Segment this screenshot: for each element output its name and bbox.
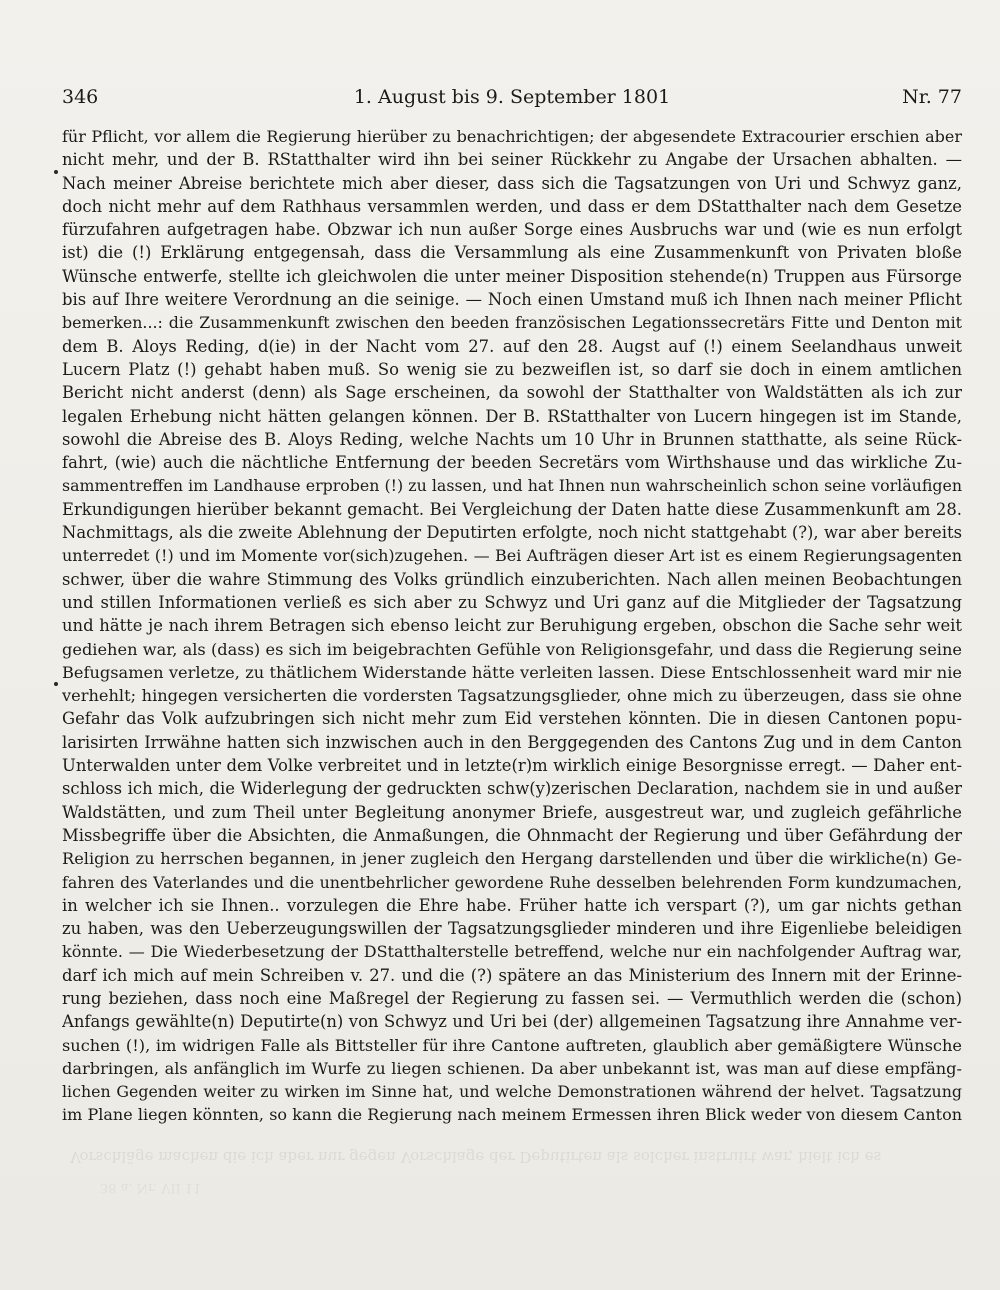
- text-line: fahrt, (wie) auch die nächtliche Entfernung der beeden Secretärs vom Wirthshause und das wirkliche Zu-: [62, 453, 962, 473]
- text-line: rung beziehen, dass noch eine Maßregel der Regierung zu fassen sei. — Vermuthlich werden die (schon): [62, 988, 962, 1008]
- text-line: Gefahr das Volk aufzubringen sich nicht mehr zum Eid verstehen könnten. Die in diesen Cantonen popu-: [62, 709, 962, 729]
- text-line: darbringen, als anfänglich im Wurfe zu liegen schienen. Da aber unbekannt ist, was man auf diese empfäng-: [62, 1058, 962, 1078]
- text-line: Erkundigungen hierüber bekannt gemacht. Bei Vergleichung der Daten hatte diese Zusammenkunft am 28.: [62, 499, 962, 519]
- margin-mark: [54, 170, 58, 174]
- text-line: ist) die (!) Erklärung entgegensah, dass die Versammlung als eine Zusammenkunft von Privaten bloße: [62, 243, 962, 263]
- text-line: Lucern Platz (!) gehabt haben muß. So wenig sie zu bezweiflen ist, so darf sie doch in einem amtlichen: [62, 359, 962, 379]
- text-line: zu haben, was den Ueberzeugungswillen der Tagsatzungsglieder minderen und ihre Eigenliebe beleidigen: [62, 919, 962, 939]
- text-line: Unterwalden unter dem Volke verbreitet und in letzte(r)m wirklich einige Besorgnisse erregt. — Daher ent-: [62, 756, 962, 776]
- page-number: 346: [62, 86, 99, 108]
- page-header: [62, 86, 962, 116]
- text-line: Waldstätten, und zum Theil unter Begleitung anonymer Briefe, ausgestreut war, und zugleich gefährliche: [62, 802, 962, 822]
- text-line: fürzufahren aufgetragen habe. Obzwar ich nun außer Sorge eines Ausbruchs war und (wie es nun erfolgt: [62, 220, 962, 240]
- text-line: im Plane liegen könnten, so kann die Regierung nach meinem Ermessen ihren Blick weder von diesem Canton: [62, 1105, 962, 1125]
- text-line: Anfangs gewählte(n) Deputirte(n) von Schwyz und Uri bei (der) allgemeinen Tagsatzung ihre Annahme ver-: [62, 1012, 962, 1032]
- text-line: Nach meiner Abreise berichtete mich aber dieser, dass sich die Tagsatzungen von Uri und Schwyz ganz,: [62, 173, 962, 193]
- text-line: lichen Gegenden weiter zu wirken im Sinne hat, und welche Demonstrationen während der helvet. Tagsatzung: [62, 1082, 962, 1102]
- text-line: für Pflicht, vor allem die Regierung hierüber zu benachrichtigen; der abgesendete Extracourier erschien aber: [62, 127, 962, 146]
- text-line: legalen Erhebung nicht hätten gelangen können. Der B. RStatthalter von Lucern hingegen ist im Stande,: [62, 406, 962, 426]
- text-line: Missbegriffe über die Absichten, die Anmaßungen, die Ohnmacht der Regierung und über Gefährdung der: [62, 825, 962, 845]
- text-line: Nachmittags, als die zweite Ablehnung der Deputirten erfolgte, noch nicht stattgehabt (?), war aber bereits: [62, 523, 962, 543]
- text-line: könnte. — Die Wiederbesetzung der DStatthalterstelle betreffend, welche nur ein nachfolgender Auftrag war,: [62, 942, 962, 962]
- text-line: Befugsamen verletze, zu thätlichem Widerstande hätte verleiten lassen. Diese Entschlossenheit ward mir nie: [62, 662, 962, 682]
- text-line: Bericht nicht anderst (denn) als Sage erscheinen, da sowohl der Statthalter von Waldstätten als ich zur: [62, 383, 962, 403]
- text-line: verhehlt; hingegen versicherten die vordersten Tagsatzungsglieder, ohne mich zu überzeugen, dass sie ohne: [62, 686, 962, 706]
- text-line: schloss ich mich, die Widerlegung der gedruckten schw(y)zerischen Declaration, nachdem sie in und außer: [62, 779, 962, 799]
- text-line: Wünsche entwerfe, stellte ich gleichwolen die unter meiner Disposition stehende(n) Truppen aus Fürsorge: [62, 266, 962, 286]
- running-title: 1. August bis 9. September 1801: [353, 86, 671, 108]
- text-line: und stillen Informationen verließ es sich aber zu Schwyz und Uri ganz auf die Mitglieder der Tagsatzung: [62, 592, 962, 612]
- text-line: in welcher ich sie Ihnen.. vorzulegen die Ehre habe. Früher hatte ich verspart (?), um gar nichts gethan: [62, 895, 962, 915]
- text-line: Religion zu herrschen begannen, in jener zugleich den Hergang darstellenden und über die wirkliche(n) Ge-: [62, 849, 962, 869]
- text-line: darf ich mich auf mein Schreiben v. 27. und die (?) spätere an das Ministerium des Innern mit der Erinne-: [62, 965, 962, 985]
- text-line: doch nicht mehr auf dem Rathhaus versammlen werden, und dass er dem DStatthalter nach dem Gesetze: [62, 196, 962, 216]
- show-through-text: Vorschläge machen die ich aber nur gegen Vorschlage der Deputirten als solcher instruirt war, hielt ich es: [70, 1148, 882, 1166]
- text-line: gediehen war, als (dass) es sich im beigebrachten Gefühle von Religionsgefahr, und dass die Regierung seine: [62, 639, 962, 659]
- text-line: sowohl die Abreise des B. Aloys Reding, welche Nachts um 10 Uhr in Brunnen statthatte, als seine Rück-: [62, 429, 962, 449]
- text-line: suchen (!), im widrigen Falle als Bittsteller für ihre Cantone auftreten, glaublich aber gemäßigtere Wünsche: [62, 1035, 962, 1055]
- text-line: dem B. Aloys Reding, d(ie) in der Nacht vom 27. auf den 28. Augst auf (!) einem Seelandhaus unweit: [62, 336, 962, 356]
- margin-mark: [54, 682, 58, 686]
- show-through-text: 38 a. Nr. VII 11: [100, 1180, 202, 1195]
- document-number: Nr. 77: [902, 86, 962, 108]
- text-line: larisirten Irrwähne hatten sich inzwischen auch in den Berggegenden des Cantons Zug und in dem Canton: [62, 732, 962, 752]
- text-line: bis auf Ihre weitere Verordnung an die seinige. — Noch einen Umstand muß ich Ihnen nach meiner Pflicht: [62, 290, 962, 310]
- text-line: schwer, über die wahre Stimmung des Volks gründlich einzuberichten. Nach allen meinen Beobachtungen: [62, 569, 962, 589]
- text-line: bemerken...: die Zusammenkunft zwischen den beeden französischen Legationssecretärs Fitte und Denton mit: [62, 313, 962, 333]
- text-line: nicht mehr, und der B. RStatthalter wird ihn bei seiner Rückkehr zu Angabe der Ursachen abhalten. —: [62, 150, 962, 170]
- body-text: [62, 125, 962, 1127]
- text-line: sammentreffen im Landhause erproben (!) zu lassen, und hat Ihnen nun wahrscheinlich schon seine vorläufigen: [62, 476, 962, 496]
- text-line: unterredet (!) und im Momente vor(sich)zugehen. — Bei Aufträgen dieser Art ist es einem Regierungsagenten: [62, 546, 962, 566]
- text-line: und hätte je nach ihrem Betragen sich ebenso leicht zur Beruhigung ergeben, obschon die Sache sehr weit: [62, 616, 962, 636]
- text-line: fahren des Vaterlandes und die unentbehrlicher gewordene Ruhe desselben belehrenden Form kundzumachen,: [62, 872, 962, 892]
